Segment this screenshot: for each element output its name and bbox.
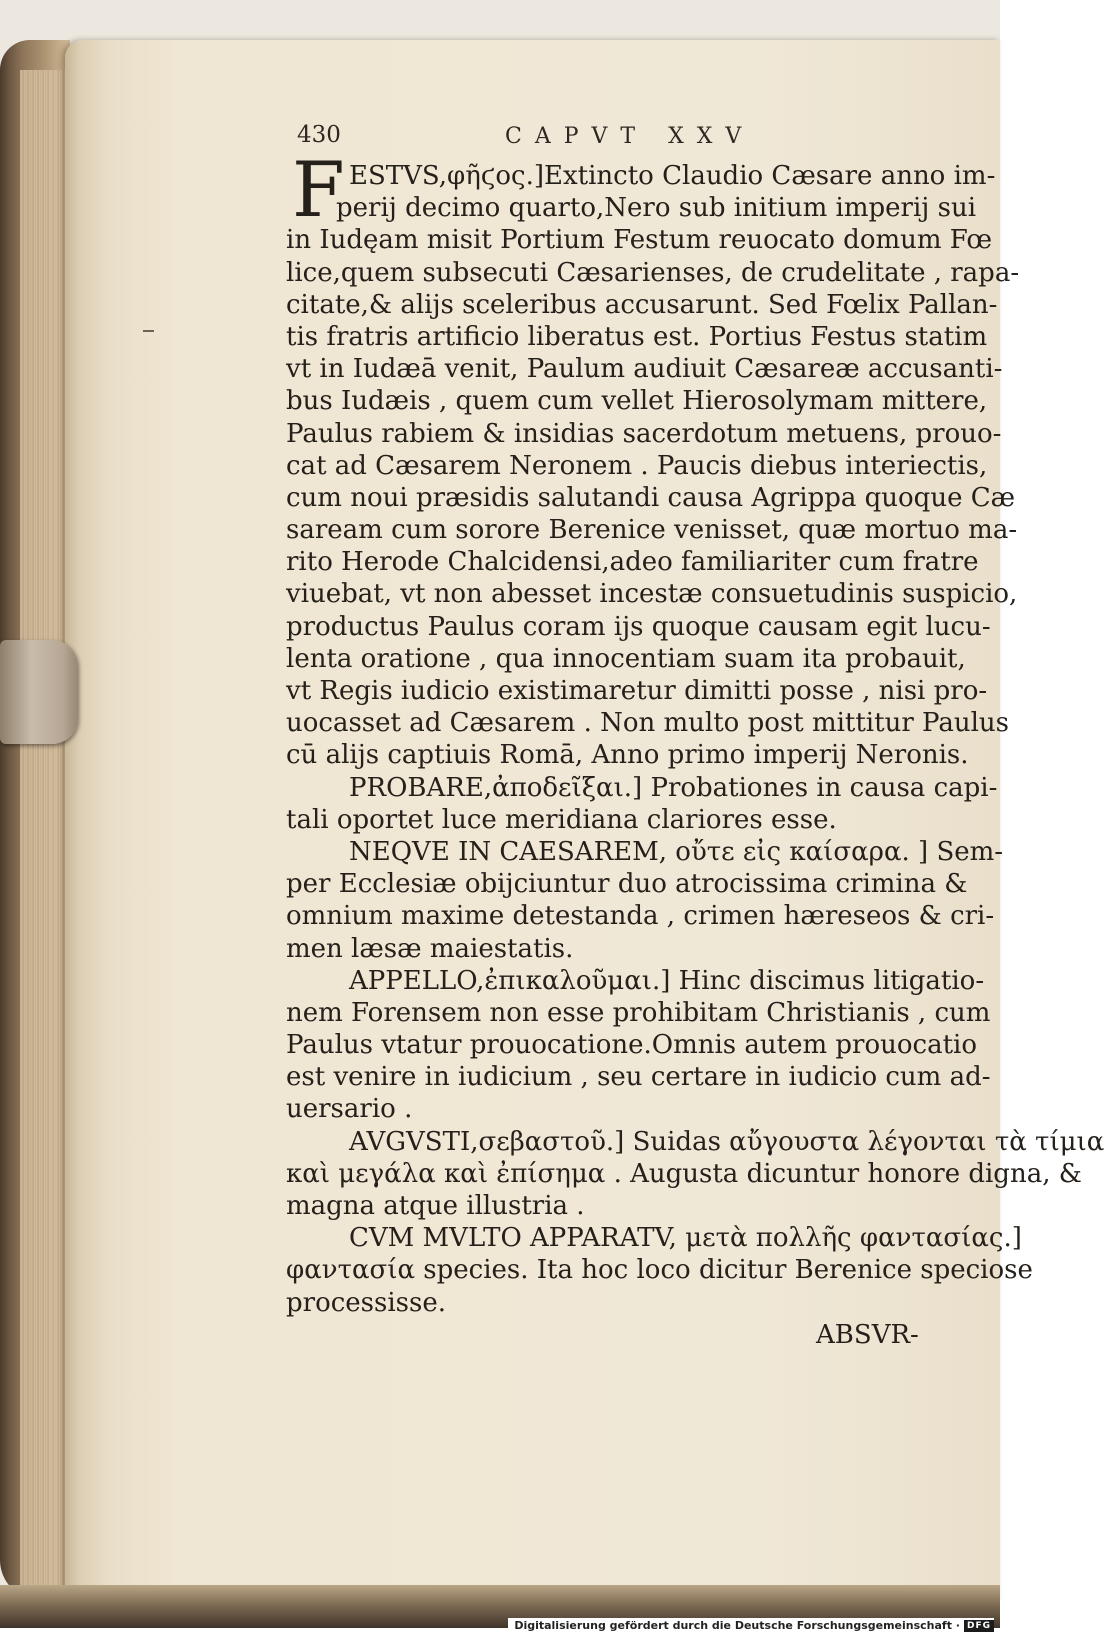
text-line: vt in Iudæā venit, Paulum audiuit Cæsareæ accusanti- <box>286 354 1003 385</box>
text-line: magna atque illustria . <box>286 1191 585 1221</box>
text-line: productus Paulus coram ijs quoque causam egit lucu- <box>286 611 991 642</box>
digitization-note: Digitalisierung gefördert durch die Deutsche Forschungsgemeinschaft · <box>514 1619 960 1632</box>
margin-mark <box>143 330 154 332</box>
text-line: viuebat, vt non abesset incestæ consuetudinis suspicio, <box>286 579 1018 610</box>
text-line: ESTVS,φῆϛος.]Extincto Claudio Cæsare anno im- <box>349 161 996 191</box>
text-line: cum noui præsidis salutandi causa Agrippa quoque Cæ <box>286 482 1016 513</box>
text-line: NEQVE IN CAESAREM, οὔτε εἰς καίσαρα. ] Sem- <box>349 836 1004 867</box>
text-line: saream cum sorore Berenice venisset, quæ mortuo ma- <box>286 515 1018 546</box>
text-line: καὶ μεγάλα καὶ ἐπίσημα . Augusta dicuntur honore digna, & <box>286 1158 1082 1189</box>
text-line: Paulus rabiem & insidias sacerdotum metuens, prouo- <box>286 418 1002 449</box>
text-line: rito Herode Chalcidensi,adeo familiariter cum fratre <box>286 547 979 578</box>
text-line: processisse. <box>286 1287 447 1318</box>
page-clip <box>0 640 78 744</box>
text-line: est venire in iudicium , seu certare in iudicio cum ad- <box>286 1062 991 1093</box>
text-line: vt Regis iudicio existimaretur dimitti posse , nisi pro- <box>286 676 988 706</box>
text-line: men læsæ maiestatis. <box>286 933 574 964</box>
text-line: cat ad Cæsarem Neronem . Paucis diebus interiectis, <box>286 450 988 481</box>
dfg-logo-icon: DFG <box>964 1620 994 1632</box>
text-line: omnium maxime detestanda , crimen hæreseos & cri- <box>286 901 995 932</box>
text-line: citate,& alijs sceleribus accusarunt. Sed Fœlix Pallan- <box>286 289 998 320</box>
text-line: in Iudęam misit Portium Festum reuocato domum Fœ <box>286 225 993 256</box>
body-text <box>286 160 1104 1351</box>
text-line: cū alijs captiuis Romā, Anno primo imperij Neronis. <box>286 740 969 771</box>
text-line: tis fratris artificio liberatus est. Portius Festus statim <box>286 321 988 352</box>
page-header <box>0 122 1000 156</box>
catchword: ABSVR- <box>816 1319 919 1350</box>
text-line: PROBARE,ἀποδεῖξαι.] Probationes in causa capi- <box>349 772 998 803</box>
text-line: lenta oratione , qua innocentiam suam ita probauit, <box>286 643 966 674</box>
text-line: APPELLO,ἐπικαλοῦμαι.] Hinc discimus litigatio- <box>349 965 985 996</box>
text-line: nem Forensem non esse prohibitam Christianis , cum <box>286 997 991 1028</box>
text-line: bus Iudæis , quem cum vellet Hierosolymam mittere, <box>286 386 988 417</box>
text-line: φαντασία species. Ita hoc loco dicitur Berenice speciose <box>286 1255 1033 1286</box>
text-line: Paulus vtatur prouocatione.Omnis autem prouocatio <box>286 1030 978 1061</box>
text-line: per Ecclesiæ obijciuntur duo atrocissima crimina & <box>286 869 968 900</box>
text-line: tali oportet luce meridiana clariores esse. <box>286 804 837 835</box>
page-number: 430 <box>297 122 341 148</box>
running-head: CAPVT XXV <box>505 124 755 149</box>
drop-cap-initial: F <box>292 145 345 234</box>
text-line: uocasset ad Cæsarem . Non multo post mittitur Paulus <box>286 708 1009 739</box>
text-line: AVGVSTI,σεβαστοῦ.] Suidas αὔγουστα λέγονται τὰ τίμια <box>349 1126 1104 1157</box>
text-line: perij decimo quarto,Nero sub initium imperij sui <box>336 193 977 224</box>
text-line: uersario . <box>286 1094 413 1125</box>
digitization-footer <box>508 1618 994 1632</box>
text-line: CVM MVLTO APPARATV, μετὰ πολλῆς φαντασίας.] <box>349 1223 1022 1254</box>
text-line: lice,quem subsecuti Cæsarienses, de crudelitate , rapa- <box>286 257 1020 288</box>
